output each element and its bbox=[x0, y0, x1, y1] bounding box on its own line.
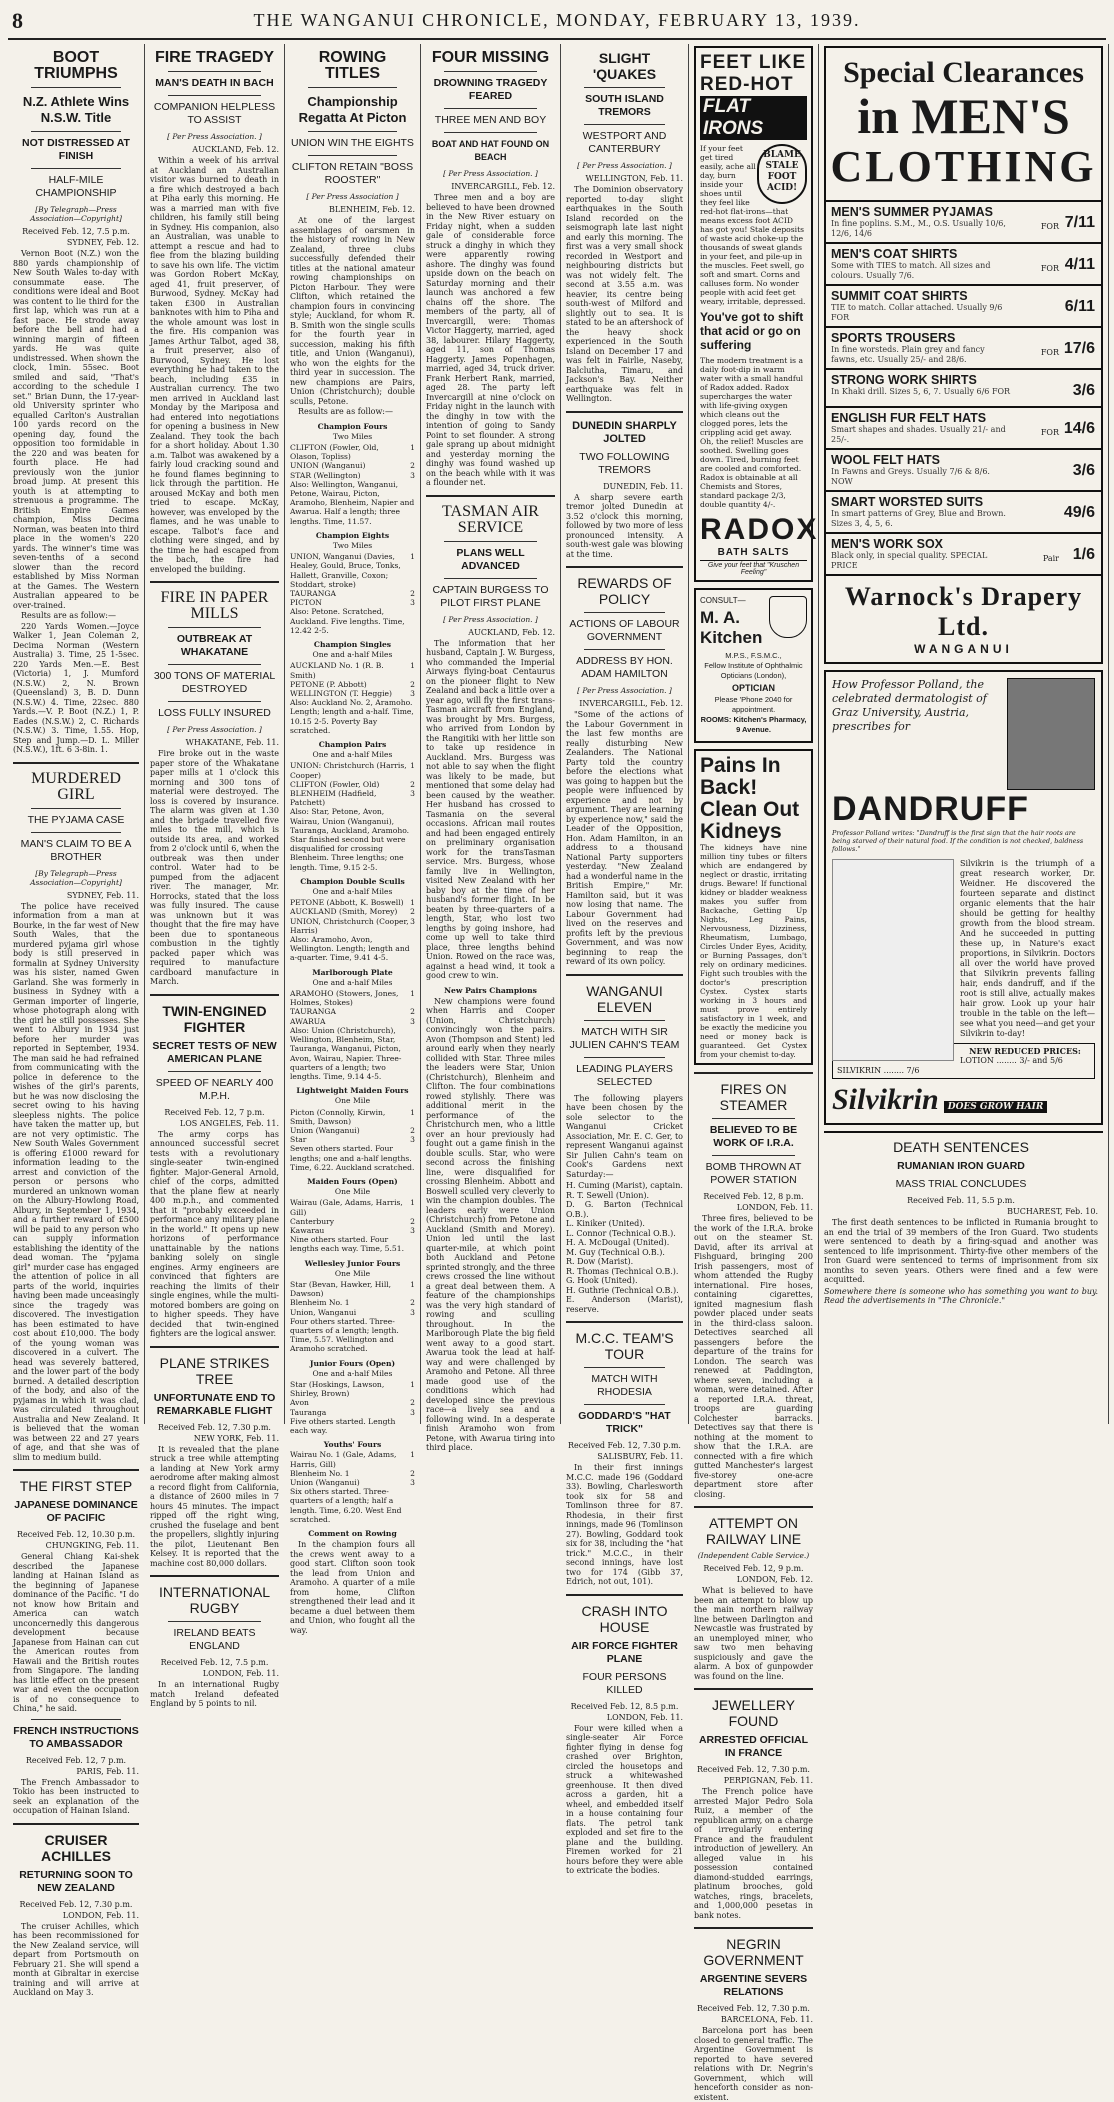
headline-four-missing: FOUR MISSING bbox=[431, 49, 550, 66]
result-distance: One Mile bbox=[334, 1096, 371, 1106]
clothing-item-list bbox=[826, 200, 1101, 574]
result-row: UNION (Wanganui) 2 bbox=[290, 461, 415, 471]
result-row: WELLINGTON (T. Heggie) 3 bbox=[290, 688, 415, 698]
subhead: IRELAND BEATS ENGLAND bbox=[173, 1627, 256, 1652]
subhead: RUMANIAN IRON GUARD bbox=[897, 1160, 1025, 1172]
result-row: Wairau (Gale, Adams, Harris, Gill) 1 bbox=[290, 1198, 415, 1217]
dateline: INVERCARGILL, Feb. 12. bbox=[451, 182, 555, 191]
dateline: Received Feb. 12, 7.30 p.m. bbox=[158, 1422, 271, 1432]
result-row: Tauranga 3 bbox=[290, 1407, 415, 1417]
item-name: WOOL FELT HATS bbox=[831, 453, 941, 467]
subhead: THE PYJAMA CASE bbox=[27, 813, 125, 826]
headline-cruiser-achilles: CRUISER ACHILLES bbox=[41, 1831, 111, 1864]
advert-text: Please 'Phone 2040 for appointment. bbox=[714, 695, 793, 714]
headline-death-sentences: DEATH SENTENCES bbox=[893, 1139, 1029, 1155]
advert-text: The modern treatment is a daily foot-dip in warm water with a small handful of Radox added. Radox supercharges the water with life-giving oxygen which cleans out the clogged pores, lets the crippling acid get away. Oh, the relief! Muscles are soothed. Swelling goes down. Tired, burning feet are cooled and comforted. Radox is obtainable at all Chemists and Stores, standard package 2/3, double quantity 4/-. bbox=[700, 356, 804, 509]
article-body: The following players have been chosen by the sole selector to the Wanganui Cricket Association, Mr. E. C. Ger, to represent Wanganui against Sir Julien Cahn's team on Cook's Gardens next Saturday:— bbox=[566, 1093, 683, 1179]
subhead: MAN'S DEATH IN BACH bbox=[155, 77, 274, 89]
clothing-item bbox=[826, 200, 1101, 242]
headline-murdered-girl: MURDERED GIRL bbox=[31, 769, 121, 803]
result-row: Star 3 bbox=[290, 1135, 415, 1145]
radox-advert bbox=[694, 46, 819, 582]
dateline: Received Feb. 12, 10.30 p.m. bbox=[16, 1530, 135, 1539]
column-4 bbox=[421, 44, 561, 1453]
article-body: The army corps has announced successful secret tests with a revolutionary single-seater twin-engined fighter. Major-General Arnold, chief of the corps, admitted that the plane flew at nearly 400 m.p.h., and commented that it "probably exceeded in performance any military plane in the world." It opens up new horizons of performance unattainable by the nations banking solely on single engines. Army engineers are convinced that fighters are reaching the limits of their single engines, while the multi-motored bombers are going on to higher speeds. They have decided that twin-engined fighters are the logical answer. bbox=[150, 1129, 279, 1338]
subhead: FOUR PERSONS KILLED bbox=[582, 1670, 667, 1696]
advert-text: M.P.S., F.S.M.C., bbox=[725, 651, 782, 660]
item-price: 17/6 bbox=[1063, 340, 1095, 357]
item-name: SPORTS TROUSERS bbox=[831, 331, 956, 345]
result-note: Also: Union (Christchurch), Wellington, Blenheim, Star, Tauranga, Wanganui, Picton, Avon, Wairau, Napier. Three-quarters of a length; two lengths. Time, 9.14 4-5. bbox=[290, 1025, 402, 1081]
result-row: UNION: Christchurch (Harris, Cooper) 1 bbox=[290, 761, 415, 780]
advert-text: Silvikrin is the triumph of a great research worker, Dr. Weidner. He discovered the fourteen separate and distinct organic elements that the hair should be getting for healthy growth from the blood stream. And he succeeded in putting these up, in Nature's exact proportions, in Silvikrin. Doctors all over the world have proved that Silvikrin prevents falling hair, ends dandruff, and if the root is still alive, actually makes hair grow. Look up your hair trouble in the table on the left—see what you need—and get your Silvikrin to-day! bbox=[960, 859, 1095, 1038]
result-event-title: Champion Fours bbox=[317, 421, 388, 431]
page-number: 8 bbox=[12, 8, 24, 33]
subhead: GODDARD'S "HAT TRICK" bbox=[578, 1410, 671, 1435]
article-body: Three fires, believed to be the work of the I.R.A. broke out on the steamer St. David, after its arrival at Fishguard, bringing 200 Irish passengers, most of whom attended the Rugby international. Fire hoses, containing cigarettes, ignited magnesium flash powder placed under seats in the third-class saloon. Detectives searched all passengers before the departure of the trains for London. The search was renewed at Paddington, where seven, including a woman, were detained. After a reported I.R.A. threat, troops are guarding Colchester barracks. Detectives say that there is nothing at the moment to show that the I.R.A. are connected with a fire which gutted Manchester's largest five-storey one-acre department store after closing. bbox=[694, 1214, 813, 1499]
result-note: Nine others started. Four lengths each way. Time, 5.51. bbox=[290, 1235, 404, 1254]
column-1 bbox=[8, 44, 145, 1997]
headline-boot-triumphs: BOOT TRIUMPHS bbox=[34, 49, 118, 82]
result-note: Also: Petone. Scratched, Auckland. Five lengths. Time, 12.42 2-5. bbox=[290, 607, 405, 635]
result-row: Blenheim No. 1 2 bbox=[290, 1468, 415, 1478]
section-heading: Comment on Rowing bbox=[308, 1529, 397, 1539]
subhead: ACTIONS OF LABOUR GOVERNMENT bbox=[569, 618, 680, 643]
subhead: OUTBREAK AT WHAKATANE bbox=[176, 633, 253, 658]
subhead: TWO FOLLOWING TREMORS bbox=[579, 450, 670, 476]
subhead: UNION WIN THE EIGHTS bbox=[291, 137, 414, 149]
dateline: Received Feb. 12, 8.5 p.m. bbox=[570, 1701, 679, 1711]
advert-caption: Professor Polland writes: "Dandruff is the first sign that the hair roots are being starved of their natural food. If the condition is not checked, baldness follows." bbox=[832, 829, 1084, 853]
result-event-title: Lightweight Maiden Fours bbox=[296, 1086, 409, 1096]
silvikrin-logo: Silvikrin bbox=[832, 1083, 939, 1116]
result-row: Blenheim No. 1 2 bbox=[290, 1298, 415, 1308]
advert-text: OPTICIAN bbox=[731, 683, 775, 693]
subhead: MASS TRIAL CONCLUDES bbox=[895, 1178, 1027, 1190]
radox-tagline: Give your feet that "Kruschen Feeling" bbox=[700, 560, 807, 576]
result-row: Union (Wanganui) 2 bbox=[290, 1125, 415, 1135]
dateline: Received Feb. 12, 9 p.m. bbox=[703, 1564, 804, 1573]
subhead: BOMB THROWN AT POWER STATION bbox=[705, 1161, 802, 1186]
item-description: In smart patterns of Grey, Blue and Brown. Sizes 3, 4, 5, 6. bbox=[831, 509, 1006, 528]
result-distance: One and a-half Miles bbox=[312, 977, 393, 987]
dateline: Received Feb. 12, 7.30 p.m. bbox=[697, 2004, 810, 2013]
result-distance: One and a-half Miles bbox=[312, 650, 393, 660]
dateline: DUNEDIN, Feb. 11. bbox=[603, 481, 683, 491]
credit-line: [ Per Press Association ] bbox=[306, 192, 399, 201]
result-note: Five others started. Length each way. bbox=[290, 1416, 396, 1436]
item-description: In fine worsteds. Plain grey and fancy fawns, etc. Usually 25/- and 28/6. bbox=[831, 345, 985, 364]
optician-name: M. A. Kitchen bbox=[700, 608, 763, 647]
headline-negrin-government: NEGRIN GOVERNMENT bbox=[703, 1936, 804, 1968]
headline-wanganui-eleven: WANGANUI ELEVEN bbox=[586, 982, 663, 1015]
advert-slogan: You've got to shift that acid or go on suffering bbox=[700, 310, 804, 352]
dateline: Received Feb. 12, 7 p.m. bbox=[164, 1107, 265, 1117]
dateline: SALISBURY, Feb. 11. bbox=[597, 1452, 683, 1461]
item-price: 3/6 bbox=[1072, 462, 1095, 479]
result-distance: Two Miles bbox=[332, 431, 373, 441]
credit-line: [ Per Press Association. ] bbox=[577, 161, 672, 170]
headline-rewards-of-policy: REWARDS OF POLICY bbox=[577, 575, 672, 607]
result-note: Also: Auckland No. 2, Aramoho. Length; length and a-half. Time, 10.15 2-5. Poverty Bay scratched. bbox=[290, 698, 414, 735]
result-distance: One and a-half Miles bbox=[312, 1368, 393, 1378]
advert-title: FEET LIKE RED-HOT bbox=[700, 52, 807, 95]
article-body: Three men and a boy are believed to have been drowned in the New River estuary on Friday night, when a sudden gale of considerable force struck a dinghy in which they were apparently rowing ashore. The dinghy was found upside down on the beach on Saturday morning and their launch was anchored a few chains off the shore. The members of the party, all of Invercargill, were: Thomas Victor Haggerty, married, aged 38, labourer. Hilary Haggerty, aged 11, son of Thomas Haggerty. James Popenhagen, married, aged 34, truck driver. Frank Herbert Rank, married, aged 28. The party left Invercargill at nine o'clock on Friday night in the launch with the dinghy in tow with the intention of going to Sandy Point to set flounder. A strong gale sprang up about midnight and yesterday morning the dinghy was found washed up on the beach while with it was a flounder net. bbox=[426, 193, 555, 487]
result-row: PETONE (P. Abbott) 2 bbox=[290, 679, 415, 689]
item-price: 49/6 bbox=[1063, 504, 1095, 521]
item-name: STRONG WORK SHIRTS bbox=[831, 373, 977, 387]
article-body: New champions were found when Harris and Cooper (Union, Christchurch) convincingly won the pairs. Avon (Thompson and Stent) led around early when they nearly collided with Star. Three miles the leaders were Star, Union (Christchurch), Blenheim and Clifton. The four combinations rowed stylishly. There was additional merit in the performance of the Christchurch men, who a little over an hour previously had fought out a game finish in the double sculls. Star, who were second across the finishing line, were disqualified for crossing Blenheim. Abbott and Boswell sculled very cleverly to win the champion doubles. The leaders early were Union (Christchurch) from Petone and Auckland (Smith and Morey). Union led until the last quarter-mile, at which point both Auckland and Petone sprinted strongly, and the three crews crossed the line without a great deal between them. A feature of the championships was the very high standard of rowing and sculling throughout. In the Marlborough Plate the big field went away to a good start. Awarua took the lead at half-way and were challenged by Aramoho and Petone. All three made good use of the conditions which had developed since the previous race—a lively sea and a following wind. In a desperate finish Aramoho won from Petone, with Awarua tiring into third place. bbox=[426, 996, 555, 1453]
item-unit: Pair bbox=[1042, 554, 1059, 563]
article-body: Fire broke out in the waste paper store of the Whakatane paper mills at 1 o'clock this morning and 300 tons of material were destroyed. The loss is covered by insurance. The alarm was given at 1.30 and the brigade travelled five miles to the mill, which is outside its area, and worked from 2 o'clock until 6, when the outbreak was then under control. Water had to be pumped from the adjacent river. The manager, Mr. Horrocks, stated that the loss was fully insured. The cause was unknown but it was thought that the fire may have been due to spontaneous combustion in the tightly packed paper which was required to manufacture cardboard manufacture in March. bbox=[150, 749, 279, 986]
subhead: Championship Regatta At Picton bbox=[298, 94, 407, 125]
result-note: Four others started. Three-quarters of a length; length. Time, 5.57. Wellington and Aramoho scratched. bbox=[290, 1316, 399, 1354]
article-body: General Chiang Kai-shek described the Japanese landing at Hainan Island as the beginning of Japanese dominance of the Pacific. "I do not know how Britain and America can watch unconcernedly this dangerous development because Japanese from Hainan can cut the American routes from Hawaii and the British routes from Singapore. The landing has little effect on the present war and even the occupation is of no consequence to China," he said. bbox=[13, 1552, 139, 1713]
advert-text: If your feet get tired easily, ache all day, burn inside your shoes until they feel like red-hot flat-irons—that means excess foot ACID has got you! Stale deposits of waste acid choke-up the thousands of sweat glands in your feet, and pile-up in the muscles. Feet swell, go soft and smart. Corns and calluses form. No wonder people with acid feet get weary, irritable, depressed. bbox=[700, 144, 806, 306]
result-note: Also: Star, Petone, Avon, Wairau, Union (Wanganui), Tauranga, Auckland, Aramoho. Star finished second but were disqualified for crossing Blenheim. Three lengths; one length. Time, 9.15 2-5. bbox=[290, 807, 410, 872]
result-distance: One Mile bbox=[334, 1268, 371, 1278]
clothing-item bbox=[826, 368, 1101, 406]
subhead: 300 TONS OF MATERIAL DESTROYED bbox=[153, 670, 276, 695]
result-row: Star (Bevan, Hawker, Hill, Dawson) 1 bbox=[290, 1279, 415, 1299]
result-event-title: Champion Eights bbox=[315, 530, 390, 540]
dateline: BLENHEIM, Feb. 12. bbox=[328, 205, 415, 214]
subhead: LEADING PLAYERS SELECTED bbox=[576, 1062, 673, 1088]
item-name: SUMMIT COAT SHIRTS bbox=[831, 289, 968, 303]
masthead: THE WANGANUI CHRONICLE, MONDAY, FEBRUARY 13, 1939. bbox=[253, 10, 861, 30]
subhead: ADDRESS BY HON. ADAM HAMILTON bbox=[576, 655, 673, 680]
clothing-item bbox=[826, 532, 1101, 574]
item-price: 7/11 bbox=[1064, 214, 1095, 231]
item-name: MEN'S COAT SHIRTS bbox=[831, 247, 958, 261]
radox-logo: RADOX bbox=[700, 513, 819, 546]
result-distance: One Mile bbox=[334, 1187, 371, 1197]
result-event-title: Wellesley Junior Fours bbox=[304, 1258, 401, 1268]
item-name: SMART WORSTED SUITS bbox=[831, 495, 984, 509]
item-unit: FOR bbox=[1040, 348, 1059, 357]
dateline: AUCKLAND, Feb. 12. bbox=[468, 627, 555, 637]
article-body: The cruiser Achilles, which has been recommissioned for the New Zealand service, will depart from Portsmouth on February 21. She will spend a month at Gibraltar in exercise training and will arrive at Auckland on May 3. bbox=[13, 1921, 139, 1997]
result-distance: Two Miles bbox=[332, 540, 373, 550]
clothing-item bbox=[826, 326, 1101, 368]
item-name: ENGLISH FUR FELT HATS bbox=[831, 411, 987, 425]
store-name: Warnock's Drapery Ltd. bbox=[844, 582, 1083, 641]
store-city: WANGANUI bbox=[914, 642, 1013, 656]
result-row: Star (Hoskings, Lawson, Shirley, Brown) 1 bbox=[290, 1380, 415, 1399]
advert-title: Special Clearances bbox=[843, 56, 1084, 89]
result-row: Avon 2 bbox=[290, 1398, 415, 1408]
team-list: H. Cuming (Marist), captain. R. T. Sewell (Union). D. G. Barton (Technical O.B.). L. Kiniker (United). L. Connor (Technical O.B.). H. A. McDougal (United). M. Guy (Technical O.B.). R. Dow (Marist). R. Thomas (Technical O.B.). G. Hook (United). H. Guthrie (Technical O.B.). E. Anderson (Marist), reserve. bbox=[566, 1181, 683, 1314]
result-row: Canterbury 2 bbox=[290, 1216, 415, 1226]
advert-text: How Professor Polland, the celebrated dermatologist of Graz University, Austria, prescribes for bbox=[832, 678, 987, 733]
dateline: LONDON, Feb. 11. bbox=[606, 1712, 683, 1722]
dateline: SYDNEY, Feb. 11. bbox=[66, 890, 139, 900]
item-unit: FOR bbox=[1040, 264, 1059, 273]
result-row: CLIFTON (Fowler, Old, Olason, Topliss) 1 bbox=[290, 442, 415, 462]
column-7-adverts bbox=[819, 44, 1109, 1424]
dateline: CHUNGKING, Feb. 11. bbox=[45, 1541, 139, 1550]
article-body: The Dominion observatory reported to-day slight earthquakes in the South Island recorded on the seismograph late last night and early this morning. The first was a very small shock recorded in Westport and neighbouring districts but was not widely felt. The second at 3.55 a.m. was heavier, its centre being south-west of Milford and slightly out to sea. It is stated to be an aftershock of the heavy shock experienced in the South Island on December 17 and was felt in Fairlie, Naseby, Balclutha, Timaru, and Jackson's Bay. Neither earthquake was felt in Wellington. bbox=[566, 185, 683, 403]
result-row: Union, Wanganui 3 bbox=[290, 1307, 415, 1317]
dateline: WELLINGTON, Feb. 11. bbox=[585, 174, 683, 183]
credit-line: (Independent Cable Service.) bbox=[697, 1551, 810, 1560]
result-row: BLENHEIM (Hadfield, Patchett) 3 bbox=[290, 789, 415, 808]
result-event-title: Youths' Fours bbox=[323, 1440, 382, 1450]
headline-attempt-on-railway: ATTEMPT ON RAILWAY LINE bbox=[705, 1515, 802, 1547]
item-name: MEN'S SUMMER PYJAMAS bbox=[831, 205, 994, 219]
advert-title: FLAT IRONS bbox=[700, 96, 807, 140]
result-distance: One and a-half Miles bbox=[312, 887, 393, 897]
advert-text: ROOMS: Kitchen's Pharmacy, 9 Avenue. bbox=[700, 715, 807, 734]
advert-title: CLOTHING bbox=[830, 142, 1097, 191]
dateline: LONDON, Feb. 11. bbox=[62, 1910, 139, 1920]
subhead: ARRESTED OFFICIAL IN FRANCE bbox=[698, 1734, 809, 1759]
item-unit: FOR bbox=[1040, 222, 1059, 231]
subhead: LOSS FULLY INSURED bbox=[158, 707, 271, 719]
dateline: Received Feb. 12, 8 p.m. bbox=[703, 1192, 804, 1201]
headline-tasman-air-service: TASMAN AIR SERVICE bbox=[442, 502, 539, 536]
headline-slight-quakes: SLIGHT 'QUAKES bbox=[592, 50, 657, 82]
article-body: The information that her husband, Captain J. W. Burgess, who commanded the Imperial Airways flying-boat Centaurus on the pioneer flight to New Zealand and back a little over a year ago, will fly the first trans-Tasman aircraft from England, was brought by Mrs. Burgess, who arrived from London by the Rangitiki with her little son to take up residence in Auckland. Mrs. Burgess was not able to say when the flight was likely to be made, but mentioned that some delay had been caused by the weather. Her husband has crossed to Tasmania on the several occasions. African mail routes and had been engaged entirely on preliminary organisation work for the transTasman service. Mrs. Burgess, whose family live in Wellington, visited New Zealand with her baby boy at the time of her husband's former flight. In be beaten by three-quarters of a length, Star, who lost two lengths by going inshore, had come up well to take third place, three lengths behind Union. Rowed on the race was, against a head wind, it took a good crew to win. bbox=[426, 638, 555, 980]
subhead: MATCH WITH RHODESIA bbox=[591, 1373, 658, 1398]
rowing-results bbox=[290, 422, 415, 1525]
result-event-title: Champion Singles bbox=[313, 639, 392, 649]
item-price: 4/11 bbox=[1064, 256, 1095, 273]
result-distance: One and a-half Miles bbox=[312, 750, 393, 760]
result-row: Union (Wanganui) 3 bbox=[290, 1478, 415, 1488]
result-row: AUCKLAND No. 1 (R. B. Smith) 1 bbox=[290, 661, 415, 680]
clothing-item bbox=[826, 242, 1101, 284]
column-6 bbox=[689, 44, 819, 2102]
result-row: TAURANGA 2 bbox=[290, 1007, 415, 1017]
article-body: At one of the largest assemblages of oarsmen in the history of rowing in New Zealand, three clubs successfully defended their titles at the national amateur rowing championships on Picton Harbour. They were Clifton, which retained the champion fours in convincing style; Auckland, for whom R. B. Smith won the single sculls for the fourth year in succession, making his fifth title, and Union (Wanganui), who won the eights for the third year in succession. The new champions are Pairs, Union (Christchurch); double sculls, Petone. Results are as follow:— bbox=[290, 216, 415, 416]
headline-international-rugby: INTERNATIONAL RUGBY bbox=[159, 1584, 270, 1616]
column-3 bbox=[285, 44, 421, 1635]
item-price: 14/6 bbox=[1063, 420, 1095, 437]
headline-twin-engined-fighter: TWIN-ENGINED FIGHTER bbox=[162, 1002, 267, 1035]
advert-title: DANDRUFF bbox=[832, 790, 1029, 828]
article-body: The first death sentences to be inflicted in Rumania brought to an end the trial of 39 members of the Iron Guard. Two students were sentenced to death by a firing-squad and another was sentenced to life imprisonment. Thirty-five other members of the Iron Guard were sentenced to terms of imprisonment from six months to seven years. Others were fined and a few were acquitted. bbox=[824, 1218, 1098, 1284]
result-event-title: Maiden Fours (Open) bbox=[307, 1176, 398, 1186]
subhead: THREE MEN AND BOY bbox=[434, 114, 547, 126]
result-row: STAR (Wellington) 3 bbox=[290, 470, 415, 480]
dateline: WHAKATANE, Feb. 11. bbox=[185, 738, 279, 747]
article-body: The French police have arrested Major Pedro Sola Ruiz, a member of the republican army, on a charge of irregularly entering France and the fraudulent introduction of jewellery. An alleged value in his possession contained diamond-studded earrings, platinum brooches, gold watches, rings, bracelets, and 1,000,000 pesetas in bank notes. bbox=[694, 1787, 813, 1920]
advert-text: Fellow Institute of Ophthalmic Opticians (London), bbox=[704, 661, 803, 680]
article-body: What is believed to have been an attempt to blow up the main northern railway line between Darlington and Newcastle was frustrated by an unemployed miner, who saw two men behaving suspiciously and gave the alarm. A box of gunpowder was found on the line. bbox=[694, 1586, 813, 1681]
radox-subtitle: BATH SALTS bbox=[717, 547, 790, 558]
result-row: ARAMOHO (Stowers, Jones, Holmes, Stokes) 1 bbox=[290, 989, 415, 1008]
subhead: UNFORTUNATE END TO REMARKABLE FLIGHT bbox=[153, 1391, 276, 1417]
result-row: Kawarau 3 bbox=[290, 1225, 415, 1235]
clothing-item bbox=[826, 448, 1101, 490]
item-price: 6/11 bbox=[1064, 298, 1095, 315]
dateline: INVERCARGILL, Feb. 12. bbox=[579, 699, 683, 708]
result-event-title: Champion Pairs bbox=[318, 740, 387, 749]
subhead: MATCH WITH SIR JULIEN CAHN'S TEAM bbox=[569, 1025, 680, 1051]
result-row: AUCKLAND (Smith, Morey) 2 bbox=[290, 907, 415, 917]
page-header bbox=[8, 4, 1106, 40]
subhead: HALF-MILE CHAMPIONSHIP bbox=[35, 174, 117, 199]
column-5 bbox=[561, 44, 689, 1875]
subhead: PLANS WELL ADVANCED bbox=[456, 546, 525, 572]
dateline: SYDNEY, Feb. 12. bbox=[66, 238, 139, 247]
dateline: Received Feb. 12, 7 p.m. bbox=[25, 1755, 127, 1765]
result-note: Seven others started. Four lengths; one and a-half lengths. Time, 6.22. Auckland scratched. bbox=[290, 1144, 415, 1172]
headline-first-step: THE FIRST STEP bbox=[19, 1478, 133, 1494]
advert-text: The kidneys have nine million tiny tubes or filters which are endangered by neglect or drastic, irritating drugs. Beware! If functional kidney or bladder weakness makes you suffer from Backache, Getting Up Nights, Leg Pains, Nervousness, Dizziness, Rheumatism, Lumbago, Circles Under Eyes, Acidity, or Burning Passages, don't rely on ordinary medicines. Fight such troubles with the doctor's prescription Cystex. Cystex starts working in 3 hours and must prove entirely satisfactory in 1 week, and be exactly the medicine you need or money back is guaranteed. Get Cystex from your chemist to-day. bbox=[700, 843, 807, 1059]
dateline: PARIS, Feb. 11. bbox=[76, 1766, 139, 1776]
dateline: AUCKLAND, Feb. 12. bbox=[192, 145, 279, 154]
item-description: Some with TIES to match. All sizes and colours. Usually 7/6. bbox=[831, 261, 991, 280]
headline-crash-into-house: CRASH INTO HOUSE bbox=[581, 1602, 668, 1635]
dateline: Received Feb. 12, 7.30 p.m. bbox=[568, 1441, 681, 1450]
dateline: NEW YORK, Feb. 11. bbox=[193, 1433, 279, 1443]
article-body: The police have received information from a man at Bourke, in the far west of New South Wales, that the murdered pyjama girl whose body is still preserved in formalin at Sydney University was his sister, named Gwen Garland. She was formerly in business in Sydney with a German importer of lingerie, whose photograph along with the girl he still possesses. She went to Albury in 1934 just before her murder was reported in September, 1934. The man said he had refrained from communicating with the police in deference to the wishes of the girl's parents, but he was now disclosing the secret owing to his having sleepless nights. The police have taken the matter up, but are not very optimistic. The New South Wales Government is offering £1000 reward for information leading to the arrest and conviction of the person or persons who murdered an unknown woman on the Albury-Howlong Road, Albury, in September 1, 1934, and a further reward of £500 will be paid to any person who can supply information establishing the identity of the dead woman. The "pyjama girl" murder case has engaged the attention of police in all parts of the world, inquiries having been made unceasingly since the tragedy was discovered. The investigation has been estimated to have cost about £10,000. The body of the young woman was discovered in a culvert. The head was severely battered, and the lower part of the body burned. A detailed description of the body, and also of the pyjamas in which it was clad, was circulated throughout Australia and New Zealand. It is believed that the woman was between 22 and 27 years of age, and that she was of slim to medium build. bbox=[13, 901, 139, 1462]
result-row: PETONE (Abbott, K. Boswell) 1 bbox=[290, 898, 415, 908]
subhead: BOAT AND HAT FOUND ON BEACH bbox=[431, 139, 550, 162]
article-body: Barcelona port has been closed to general traffic. The Argentine Government is reported to have severed relations with Dr. Negrin's Government, which will henceforth consider as non-existent. bbox=[694, 2026, 813, 2102]
foot-acid-badge: BLAME STALE FOOT ACID! bbox=[757, 144, 807, 204]
dateline: BARCELONA, Feb. 11. bbox=[720, 2015, 813, 2024]
advert-title: in MEN'S bbox=[857, 88, 1070, 144]
column-2 bbox=[145, 44, 285, 1708]
result-event-title: Junior Fours (Open) bbox=[309, 1358, 396, 1368]
dateline: LONDON, Feb. 12. bbox=[736, 1575, 813, 1584]
result-row: Picton (Connolly, Kirwin, Smith, Dawson) 1 bbox=[290, 1107, 415, 1126]
result-note: Six others started. Three-quarters of a length; half a length. Time, 6.20. West End scratched. bbox=[290, 1487, 402, 1524]
result-row: CLIFTON (Fowler, Old) 2 bbox=[290, 779, 415, 789]
subhead: JAPANESE DOMINANCE OF PACIFIC bbox=[14, 1499, 138, 1524]
headline-dunedin-jolted: DUNEDIN SHARPLY JOLTED bbox=[572, 419, 677, 445]
headline-rowing-titles: ROWING TITLES bbox=[318, 49, 387, 82]
price-box: NEW REDUCED PRICES: LOTION ........ 3/- and 5/6 SILVIKRIN ........ 7/6 bbox=[832, 1043, 1095, 1079]
subhead: MAN'S CLAIM TO BE A BROTHER bbox=[20, 837, 132, 863]
article-body: In their first innings M.C.C. made 196 (Goddard 33). Bowling, Charlesworth took six for 58 and Tomlinson three for 87. Rhodesia, in their first innings, made 96 (Tomlinson 27). Bowling, Goddard took six for 38, including the "hat trick." M.C.C., in their second innings, have lost two for 174 (Gibb 37, Edrich, not out, 101). bbox=[566, 1463, 683, 1586]
article-body: Within a week of his arrival at Auckland an Australian visitor was burned to death in a fire which destroyed a bach at Piha early this morning. He was a married man with five children, his family still being in Sydney. His companion, also an Australian, was unable to attempt a rescue and had to flee from the blazing building to save his own life. The victim was Gordon Robert McKay, aged 41, fruit preserver, of Burwood, Sydney. McKay had taken £300 in Australian banknotes with him to Piha and the whole amount was lost in the fire. His companion was James Arthur Talbot, aged 38, a fruit preserver, also of Burwood, Sydney. He lost everything he had taken to the beach, including £35 in Australian currency. The two men arrived in Auckland last Monday by the Mariposa and had entered into negotiations for opening a business in New Zealand. They took the bach for a short holiday. About 1.30 a.m. Talbot was awakened by a fairly loud cracking sound and he found flames beginning to lick through the partition. He aroused McKay and both men tried to escape. McKay, however, was enveloped by the flames, and he was unable to escape. Talbot's face and clothing were singed, and by the time he had escaped from the bach, the fire had enveloped the building. bbox=[150, 156, 279, 574]
subhead: SPEED OF NEARLY 400 M.P.H. bbox=[155, 1076, 274, 1102]
dateline: LOS ANGELES, Feb. 11. bbox=[179, 1118, 279, 1128]
credit-line: [ Per Press Association. ] bbox=[167, 132, 262, 141]
filler-note: Somewhere there is someone who has something you want to buy. Read the advertisements in "The Chronicle." bbox=[824, 1286, 1098, 1305]
item-description: In Fawns and Greys. Usually 7/6 & 8/6. NOW bbox=[831, 467, 990, 486]
item-description: In fine poplins. S.M., M., O.S. Usually 10/6, 12/6, 14/6 bbox=[831, 219, 1006, 238]
result-row: AWARUA 3 bbox=[290, 1016, 415, 1026]
clothing-item bbox=[826, 284, 1101, 326]
advert-title: Pains In Back! Clean Out Kidneys bbox=[700, 754, 800, 843]
credit-line: [By Telegraph—Press Association—Copyright] bbox=[30, 205, 122, 223]
optician-advert bbox=[694, 588, 813, 743]
subhead: N.Z. Athlete Wins N.S.W. Title bbox=[22, 94, 130, 125]
dateline: PERPIGNAN, Feb. 11. bbox=[723, 1776, 813, 1785]
article-body: Vernon Boot (N.Z.) won the 880 yards championship of New South Wales to-day with consummate ease. The conditions were ideal and Boot was content to lie third for the first lap, which was run at a fast pace. He strode away before the bell and had a winning margin of fifteen yards. He was quite undistressed. When shown the clock, 1min. 55sec. Boot smiled and said, "That's according to the schedule I set." Brian Dunn, the 17-year-old University sprinter who equalled Carlton's Australian 100 yards record on the opening day, found the opposition too formidable in the 220 and was beaten for fourth place. He had previously won the junior broad jump. At present this youth is at attempting to strenuous a programme. The British Empire Games champion, Miss Decima Norman, was beaten into third place in the women's 220 yards. The winner's time was seven-tenths of a second slower than the record established by Miss Norman at the Games. The Western Australian appeared to be over-trained. Results are as follow:— 220 Yards Women.—Joyce Walker 1, Jean Coleman 2, Decima Norman (Western Australia) 3. Time, 25 1-5sec. 220 Yards Men.—E. Best (Victoria) 1, J. Mumford (N.S.W.) 2, N. Brown (Queensland) 3, B. D. Dunn (N.S.W.) 4. Time, 22sec. 880 Yards.—V. P. Boot (N.Z.) 1, P. Eades (N.S.W.) 2, C. Richards (N.S.W.) 3. Time, 1.55. Hop, Step and Jump.—D. L. Miller (N.S.W.), 1ft. 6 3-8in. 1. bbox=[13, 249, 139, 754]
headline-fires-on-steamer: FIRES ON STEAMER bbox=[719, 1081, 788, 1113]
headline-mcc-tour: M.C.C. TEAM'S TOUR bbox=[575, 1330, 674, 1362]
dateline: Received Feb. 12, 7.5 p.m. bbox=[160, 1658, 269, 1667]
dateline: Received Feb. 12, 7.30 p.m. bbox=[19, 1899, 133, 1909]
subhead: CLIFTON RETAIN "BOSS ROOSTER" bbox=[291, 161, 414, 186]
item-description: Smart shapes and shades. Usually 21/- and 25/-. bbox=[831, 425, 1006, 444]
subhead: WESTPORT AND CANTERBURY bbox=[582, 130, 667, 155]
subhead: DROWNING TRAGEDY FEARED bbox=[433, 77, 548, 102]
subhead: ARGENTINE SEVERS RELATIONS bbox=[699, 1973, 808, 1998]
item-description: In Khaki drill. Sizes 5, 6, 7. Usually 6/6 FOR bbox=[831, 387, 1011, 396]
result-row: UNION, Wanganui (Davies, Healey, Gould, Bruce, Tonks, Hallett, Granville, Coxon; Stoddart, stroke) 1 bbox=[290, 552, 415, 589]
headline-fire-in-paper-mills: FIRE IN PAPER MILLS bbox=[160, 589, 269, 622]
subhead: AIR FORCE FIGHTER PLANE bbox=[571, 1639, 678, 1665]
headline-plane-strikes-tree: PLANE STRIKES TREE bbox=[159, 1354, 270, 1387]
advert-text: CONSULT— bbox=[700, 596, 746, 605]
credit-line: [ Per Press Association. ] bbox=[443, 169, 538, 178]
subhead: BELIEVED TO BE WORK OF I.R.A. bbox=[709, 1124, 798, 1149]
advert-tagline: DOES GROW HAIR bbox=[944, 1101, 1048, 1113]
headline-jewellery-found: JEWELLERY FOUND bbox=[712, 1697, 795, 1729]
subhead: CAPTAIN BURGESS TO PILOT FIRST PLANE bbox=[432, 583, 549, 609]
dateline: Received Feb. 11, 5.5 p.m. bbox=[907, 1196, 1015, 1205]
credit-line: [By Telegraph—Press Association—Copyright] bbox=[30, 868, 122, 887]
result-note: Also: Aramoho, Avon, Wellington. Length; length and a-quarter. Time, 9.41 4-5. bbox=[290, 935, 410, 963]
professor-portrait-image bbox=[1007, 678, 1095, 790]
result-note: Also: Wellington, Wanganui, Petone, Wairau, Picton, Aramoho, Blenheim, Napier and Awarua. Half a length; three lengths. Time, 11.57. bbox=[290, 479, 415, 526]
subhead: SECRET TESTS OF NEW AMERICAN PLANE bbox=[152, 1039, 277, 1065]
subhead: SOUTH ISLAND TREMORS bbox=[585, 93, 664, 118]
item-unit: FOR bbox=[1040, 428, 1059, 437]
result-row: PICTON 3 bbox=[290, 598, 415, 608]
credit-line: [ Per Press Association. ] bbox=[443, 614, 538, 624]
item-description: Black only, in special quality. SPECIAL PRICE bbox=[831, 551, 988, 570]
article-body: In an international Rugby match Ireland defeated England by 5 points to nil. bbox=[150, 1680, 279, 1708]
clothing-item bbox=[826, 406, 1101, 448]
article-body: Four were killed when a single-seater Air Force fighter flying in dense fog crashed over Brighton, circled the housetops and struck a whitewashed greenhouse. It then dived across a garden, hit a wheel, and embedded itself in a house containing four flats. The petrol tank exploded and set fire to the plane and the building. Firemen worked for 21 hours before they were able to extricate the bodies. bbox=[566, 1723, 683, 1875]
dateline: Received Feb. 12, 7.30 p.m. bbox=[697, 1765, 810, 1774]
kidney-advert bbox=[694, 749, 813, 1065]
article-body: The French Ambassador to Tokio has been instructed to seek an explanation of the occupation of Hainan Island. bbox=[13, 1777, 139, 1815]
microscope-illustration-image bbox=[832, 859, 954, 1061]
article-body: In the champion fours all the crews went away to a good start. Clifton soon took the lead from Union and Aramoho. A quarter of a mile from home, Clifton strengthened their lead and it became a duel between them and Union, who fought all the way. bbox=[290, 1540, 415, 1635]
article-body: It is revealed that the plane struck a tree while attempting a landing at New York army aerodrome after making almost a record flight from California, a distance of 2600 miles in 7 hours 45 minutes. The impact ripped off the right wing, crushed the fuselage and bent the propellers, slightly injuring the pilot, Lieutenant Ben Kelsey. It is reported that the machine cost 80,000 dollars. bbox=[150, 1444, 279, 1568]
item-description: TIE to match. Collar attached. Usually 9/6 FOR bbox=[831, 303, 1003, 322]
result-event-title: Marlborough Plate bbox=[312, 967, 393, 977]
article-body: "Some of the actions of the Labour Government in the last few months are really disturbing New Zealanders. The National Party told the country before the elections what was going to happen but the people were influenced by experience and not by argument. They are learning by experience now," said the Leader of the Opposition, Hon. Adam Hamilton, in an address to a thousand National Party supporters yesterday. "New Zealand had a wonderful name in the British Empire," Mr. Hamilton said, but it was now losing that name. The Labour Government had lived on the reserves and profits left by the previous Government, and was now beginning to reap the reward of its own policy. bbox=[566, 710, 683, 966]
store-signature bbox=[826, 574, 1101, 662]
result-event-title: Champion Double Sculls bbox=[300, 876, 405, 886]
item-price: 3/6 bbox=[1072, 382, 1095, 399]
subhead: COMPANION HELPLESS TO ASSIST bbox=[153, 101, 276, 126]
headline-fire-tragedy: FIRE TRAGEDY bbox=[154, 49, 275, 66]
dateline: BUCHAREST, Feb. 10. bbox=[1007, 1207, 1098, 1216]
crest-icon bbox=[769, 596, 807, 638]
item-name: MEN'S WORK SOX bbox=[831, 537, 944, 551]
result-row: UNION, Christchurch (Cooper, Harris) 3 bbox=[290, 916, 415, 935]
dateline: LONDON, Feb. 11. bbox=[736, 1203, 813, 1212]
article-body: A sharp severe earth tremor jolted Dunedin at 3.52 o'clock this morning, followed by two more of less pronounced intensity. A south-west gale was blowing at the time. bbox=[566, 492, 683, 559]
result-row: Wairau No. 1 (Gale, Adams, Harris, Gill) 1 bbox=[290, 1450, 415, 1469]
dateline: Received Feb. 12, 7.5 p.m. bbox=[22, 227, 130, 236]
clothing-advert bbox=[824, 46, 1103, 664]
result-row: TAURANGA 2 bbox=[290, 588, 415, 598]
clothing-item bbox=[826, 490, 1101, 532]
subhead: RETURNING SOON TO NEW ZEALAND bbox=[19, 1868, 133, 1894]
credit-line: [ Per Press Association. ] bbox=[577, 686, 672, 695]
credit-line: [ Per Press Association. ] bbox=[167, 725, 262, 734]
silvikrin-advert bbox=[824, 670, 1103, 1125]
headline-french-instructions: FRENCH INSTRUCTIONS TO AMBASSADOR bbox=[13, 1724, 139, 1750]
item-price: 1/6 bbox=[1072, 546, 1095, 563]
subhead: NOT DISTRESSED AT FINISH bbox=[22, 137, 130, 162]
section-heading: New Pairs Champions bbox=[444, 985, 537, 995]
dateline: LONDON, Feb. 11. bbox=[202, 1669, 279, 1678]
